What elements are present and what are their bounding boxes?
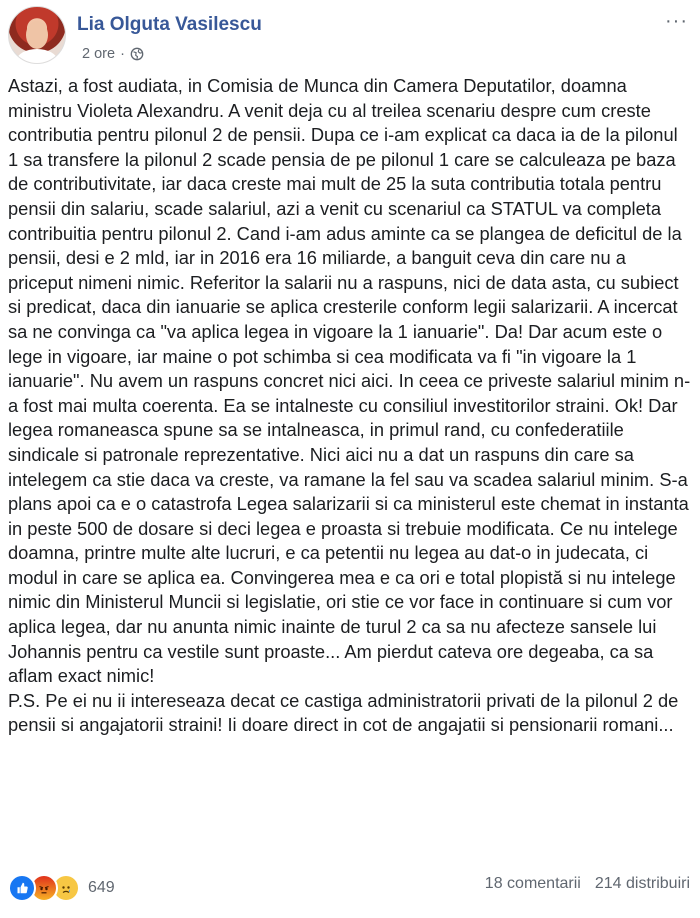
engagement-stats (485, 875, 690, 893)
avatar-shoulders (17, 49, 57, 64)
like-icon (8, 874, 36, 902)
post-header (8, 6, 700, 66)
post-time[interactable]: 2 ore (82, 46, 116, 62)
post-text (8, 74, 692, 738)
post-footer (0, 862, 700, 912)
avatar-face (26, 21, 48, 49)
meta-separator: · (120, 46, 125, 62)
globe-icon[interactable] (130, 47, 144, 61)
more-options-icon[interactable]: ··· (665, 10, 688, 32)
reaction-count[interactable]: 649 (88, 879, 115, 896)
author-name[interactable]: Lia Olguta Vasilescu (77, 14, 262, 35)
comments-count[interactable]: 18 comentarii (484, 875, 581, 892)
post-paragraph: P.S. Pe ei nu ii intereseaza decat ce castiga administratorii privati de la pilonul 2 de pensii si angajatorii straini! Ii doare direct in cot de angajatii si pensionarii romani... (8, 689, 679, 736)
avatar[interactable] (8, 6, 66, 64)
reactions-summary[interactable] (8, 874, 115, 902)
shares-count[interactable]: 214 distribuiri (594, 875, 690, 892)
post-paragraph: Astazi, a fost audiata, in Comisia de Munca din Camera Deputatilor, doamna ministru Violeta Alexandru. A venit deja cu al treilea scenariu despre cum creste contributia pentru pilonul 2 de pensii. Dupa ce i-am explicat ca daca ia de la pilonul 1 sa transfere la pilonul 2 scade pensia de pe pilonul 1 care se calculeaza pe baza de contributivitate, iar daca creste mai mult de 25 la suta contributia totala pentru pensii din salariu, scade salariul, azi a venit cu scenariul ca STATUL va completa contribuitia pentru pilonul 2. Cand i-am adus aminte ca se plangea de deficitul de la pensii, desi e 2 mld, iar in 2016 era 16 miliarde, a banguit ceva din care nu a priceput nimeni nimic. Referitor la salarii nu a raspuns, nici de data asta, cu subiect si predicat, daca din ianuarie se aplica cresterile conform legii salarizarii. A incercat sa ne convinga ca "va aplica legea in vigoare la 1 ianuarie". Da! Dar acum este o lege in vigoare, iar maine o pot schimba si cea modificata va fi "in vigoare la 1 ianuarie". Nu avem un raspuns concret nici aici. In ceea ce priveste salariul minim n-a fost mai multa coerenta. Ea se intalneste cu consiliul investitorilor straini. Ok! Dar legea romaneasca spune sa se intalneasca, in primul rand, cu confederatiile sindicale si patronale reprezentative. Nici aici nu a dat un raspuns din care sa intelegem ca stie daca va creste, va ramane la fel sau va scadea salariul minim. S-a plans apoi ca e o catastrofa Legea salarizarii si ca ministerul este chemat in instanta in peste 500 de dosare si deci legea e proasta si trebuie modificata. Ce nu intelege doamna, printre multe alte lucruri, e ca petentii nu legea au dat-o in judecata, ci modul in care se aplica ea. Convingerea mea e ca ori e total plopistă si nu intelege nimic din Ministerul Muncii si legislatie, ori stie ce vor face in continuare si cum vor aplica legea, dar nu anunta nimic inainte de turul 2 ca sa nu afecteze sansele lui Johannis pentru ca vestile sunt proaste... Am pierdut cateva ore degeaba, ca sa aflam exact nimic! (8, 75, 691, 687)
post-meta (82, 46, 144, 62)
